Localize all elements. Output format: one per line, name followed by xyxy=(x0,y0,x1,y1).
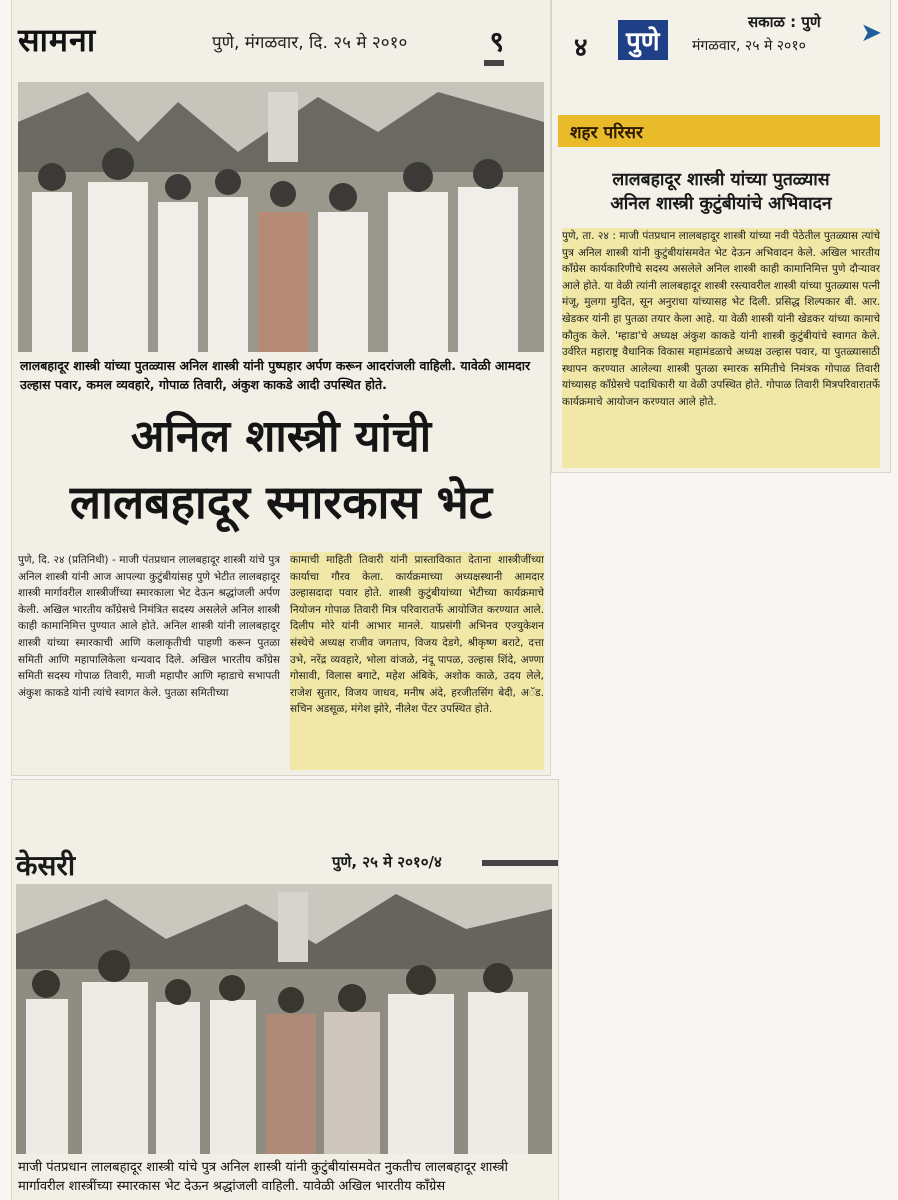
saamna-page-number: ९ xyxy=(489,25,504,58)
saamna-clipping xyxy=(12,0,550,775)
saamna-masthead xyxy=(12,0,550,64)
sakal-clipping xyxy=(552,0,890,472)
sakal-page-number: ४ xyxy=(574,33,588,63)
saamna-headline-line2: लालबहादूर स्मारकास भेट xyxy=(69,475,493,529)
saamna-headline-line1: अनिल शास्त्री यांची xyxy=(130,411,432,462)
sakal-headline-line1: लालबहादूर शास्त्री यांच्या पुतळ्यास xyxy=(612,170,830,190)
sakal-headline xyxy=(560,168,882,216)
saamna-dateline: पुणे, मंगळवार, दि. २५ मे २०१० xyxy=(212,33,408,53)
sakal-body: पुणे, ता. २४ : माजी पंतप्रधान लालबहादूर शास्त्री यांच्या नवी पेठेतील पुतळ्यास त्यांचे पुत्र अनिल शास्त्री यांनी कुटुंबीयांसमवेत भेट देऊन अभिवादन केले. अखिल भारतीय काँग्रेस कार्यकारिणीचे सदस्य असलेले अनिल शास्त्री काही कामानिमित्त पुणे दौऱ्यावर आले होते. या वेळी त्यांनी लालबहादूर शास्त्री रस्त्यावरील शास्त्री यांच्या पुतळ्यास पत्नी मंजू, मुलगा मुदित, सून अनुराधा यांच्यासह भेट दिली. प्रसिद्ध शिल्पकार बी. आर. खेडकर यांनी हा पुतळा तयार केला आहे. या वेळी शास्त्री यांनी खेडकर यांच्या कामाचे कौतुक केले. 'म्हाडा'चे अध्यक्ष अंकुश काकडे यांनी शास्त्री कुटुंबीयांचे स्वागत केले. उर्वरित महाराष्ट्र वैधानिक विकास महामंडळाचे अध्यक्ष उल्हास पवार, या पुतळ्यासाठी स्थापन करण्यात आलेल्या शास्त्री पुतळा स्मारक समितीचे निमंत्रक गोपाळ तिवारी यांच्यासह काँग्रेसचे पदाधिकारी या वेळी उपस्थित होते. गोपाळ तिवारी मित्रपरिवारातर्फे कार्यक्रमाचे आयोजन करण्यात आले होते. xyxy=(562,228,880,468)
kesari-rule xyxy=(482,860,558,866)
bird-logo-icon: ➤ xyxy=(860,18,882,48)
sakal-section-band xyxy=(558,115,880,147)
sakal-headline-line2: अनिल शास्त्री कुटुंबीयांचे अभिवादन xyxy=(610,194,832,214)
saamna-group-photo xyxy=(18,82,544,352)
sakal-date: मंगळवार, २५ मे २०१० xyxy=(692,38,806,54)
saamna-logo: सामना xyxy=(18,21,97,59)
sakal-section-title: शहर परिसर xyxy=(570,123,643,143)
kesari-photo-caption: माजी पंतप्रधान लालबहादूर शास्त्री यांचे पुत्र अनिल शास्त्री यांनी कुटुंबीयांसमवेत नुकतीच लालबहादूर शास्त्री मार्गावरील शास्त्रींच्या स्मारकास भेट देऊन श्रद्धांजली वाहिली. यावेळी अखिल भारतीय काँग्रेस xyxy=(18,1160,508,1194)
kesari-dateline: पुणे, २५ मे २०१०/४ xyxy=(332,853,442,871)
kesari-group-photo xyxy=(16,884,552,1154)
saamna-body-column-1: पुणे, दि. २४ (प्रतिनिधी) - माजी पंतप्रधान लालबहादूर शास्त्री यांचे पुत्र अनिल शास्त्री यांनी आज आपल्या कुटुंबीयांसह पुणे भेटीत लालबहादूर शास्त्री मार्गावरील शास्त्रीजींच्या स्मारकाला भेट देऊन श्रद्धांजली अर्पण केली. अखिल भारतीय काँग्रेसचे निमंत्रित सदस्य असलेले अनिल शास्त्री काही कामानिमित्त पुण्यात आले होते. अनिल शास्त्री यांनी लालबहादूर शास्त्री यांच्या स्मारकाची आणि कलाकृतीची पाहणी करून पुतळा समिती आणि महापालिकेला धन्यवाद दिले. अखिल भारतीय काँग्रेस समिती सदस्य गोपाळ तिवारी, माजी महापौर आणि म्हाडाचे सभापती अंकुश काकडे यांनी त्यांचे स्वागत केले. पुतळा समितीच्या xyxy=(18,554,280,699)
sakal-city-tag: पुणे xyxy=(618,20,668,60)
saamna-photo-caption: लालबहादूर शास्त्री यांच्या पुतळ्यास अनिल शास्त्री यांनी पुष्पहार अर्पण करून आदरांजली वाहिली. यावेळी आमदार उल्हास पवार, कमल व्यवहारे, गोपाळ तिवारी, अंकुश काकडे आदी उपस्थित होते. xyxy=(20,358,531,392)
saamna-page-rule xyxy=(484,60,504,66)
saamna-body-column-2: कामाची माहिती तिवारी यांनी प्रास्ताविकात देताना शास्त्रीजींच्या कार्याचा गौरव केला. कार्यक्रमाच्या अध्यक्षस्थानी आमदार उल्हासदादा पवार होते. शास्त्री कुटुंबीयांच्या भेटीच्या कार्यक्रमाचे नियोजन गोपाळ तिवारी मित्र परिवारातर्फे आयोजित करण्यात आले. दिलीप मोरे यांनी आभार मानले. याप्रसंगी अभिनव एज्युकेशन संस्थेचे अध्यक्ष राजीव जगताप, विजय देडगे, श्रीकृष्ण बराटे, दत्ता उभे, नरेंद्र व्यवहारे, भोला वांजळे, नंदू पापळ, उल्हास शिंदे, अण्णा गोसावी, विलास बगाटे, महेश अंबिके, अशोक काळे, उदय लेले, राजेश सुतार, विजय जाधव, मनीष अंदे, हरजीतसिंग बेदी, अॅड. सचिन अडसूळ, मंगेश झोरे, नीलेश पेंटर उपस्थित होते. xyxy=(290,552,544,770)
kesari-clipping xyxy=(12,780,558,1200)
kesari-logo: केसरी xyxy=(16,849,76,882)
sakal-brand: सकाळ : पुणे xyxy=(748,13,821,31)
